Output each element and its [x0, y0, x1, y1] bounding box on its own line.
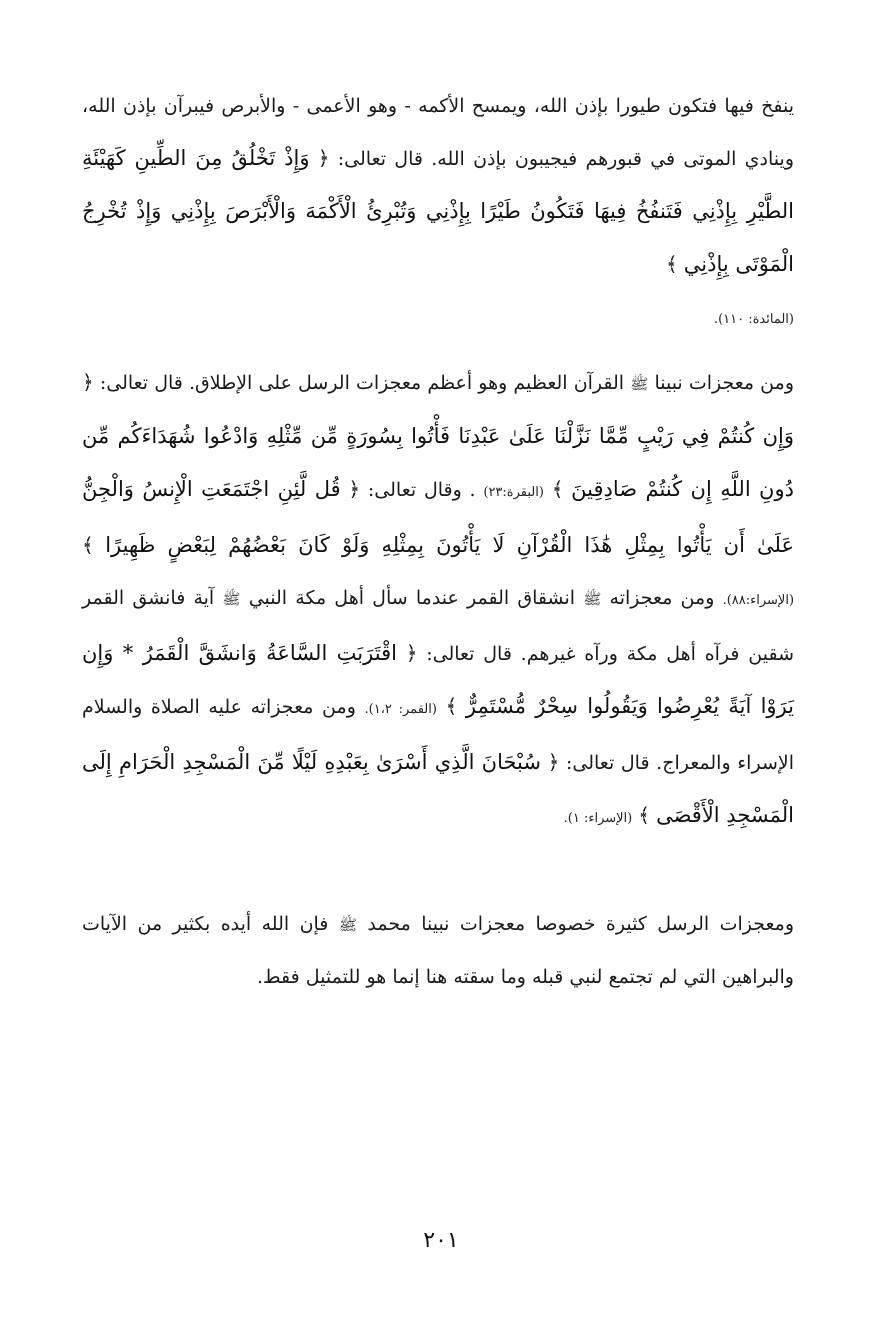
paragraph-text: ومن معجزاته عليه الصلاة والسلام الإسراء والمعراج. قال تعالى:: [82, 696, 794, 774]
paragraph-conclusion: [82, 898, 794, 1003]
verse-citation: (البقرة:٢٣): [483, 485, 544, 500]
paragraph-text: آية فانشق القمر شقين فرآه أهل مكة ورآه غيرهم. قال تعالى:: [82, 587, 794, 665]
quran-verse-maidah: وَإِذْ تَخْلُقُ مِنَ الطِّينِ كَهَيْئَةِ الطَّيْرِ بِإِذْنِي فَتَنفُخُ فِيهَا فَتَكُونُ طَيْرًا بِإِذْنِي وَتُبْرِئُ الْأَكْمَهَ وَالْأَبْرَصَ بِإِذْنِي وَإِذْ تُخْرِجُ الْمَوْتَى بِإِذْنِي: [82, 146, 794, 276]
paragraph-text: ومن معجزات نبينا: [654, 372, 794, 394]
pbuh-symbol: ﷺ: [222, 590, 241, 608]
quran-open-bracket: ﴿: [547, 750, 560, 774]
pbuh-symbol: ﷺ: [630, 375, 649, 393]
quran-verse-isra-88: قُل لَّئِنِ اجْتَمَعَتِ الْإِنسُ وَالْجِنُّ عَلَىٰ أَن يَأْتُوا بِمِثْلِ هَٰذَا الْقُرْآنِ لَا يَأْتُونَ بِمِثْلِهِ وَلَوْ كَانَ بَعْضُهُمْ لِبَعْضٍ ظَهِيرًا: [82, 477, 794, 557]
paragraph-text: ومن معجزاته: [609, 587, 715, 609]
verse-citation: (القمر: ١،٢).: [364, 702, 437, 717]
quran-open-bracket: ﴿: [317, 146, 330, 170]
quran-open-bracket: ﴿: [348, 477, 361, 501]
quran-close-bracket: ﴾: [666, 252, 678, 276]
quran-close-bracket: ﴾: [551, 477, 564, 501]
verse-citation: (الإسراء: ١).: [563, 811, 633, 826]
paragraph-prophet-miracles: [82, 356, 794, 845]
paragraph-text: انشقاق القمر عندما سأل أهل مكة النبي: [248, 587, 576, 609]
quran-open-bracket: ﴿: [405, 641, 418, 665]
quran-verse-qamar: اقْتَرَبَتِ السَّاعَةُ وَانشَقَّ الْقَمَرُ * وَإِن يَرَوْا آيَةً يُعْرِضُوا وَيَقُولُوا سِحْرٌ مُّسْتَمِرٌّ: [82, 641, 795, 718]
quran-verse-baqarah: وَإِن كُنتُمْ فِي رَيْبٍ مِّمَّا نَزَّلْنَا عَلَىٰ عَبْدِنَا فَأْتُوا بِسُورَةٍ مِّن مِّثْلِهِ وَادْعُوا شُهَدَاءَكُم مِّن دُونِ اللَّهِ إِن كُنتُمْ صَادِقِينَ: [82, 424, 794, 501]
quran-open-bracket: ﴿: [82, 370, 94, 394]
quran-close-bracket: ﴾: [445, 694, 458, 718]
paragraph-text: القرآن العظيم وهو أعظم معجزات الرسل على الإطلاق. قال تعالى:: [99, 372, 625, 394]
verse-citation: (المائدة: ١١٠).: [713, 312, 794, 327]
paragraph-text: ومعجزات الرسل كثيرة خصوصا معجزات نبينا محمد: [367, 913, 795, 935]
paragraph-text: ينفخ فيها فتكون طيورا بإذن الله، ويمسح الأكمه - وهو الأعمى - والأبرص فيبرآن بإذن الله، وينادي الموتى في قبورهم فيجيبون بإذن الله. قال تعالى:: [82, 95, 794, 170]
pbuh-symbol: ﷺ: [583, 590, 602, 608]
paragraph-text: . وقال تعالى:: [367, 479, 476, 501]
paragraph-text: فإن الله أيده بكثير من الآيات والبراهين التي لم تجتمع لنبي قبله وما سقته هنا إنما هو للتمثيل فقط.: [82, 913, 794, 988]
pbuh-symbol: ﷺ: [338, 916, 357, 934]
quran-close-bracket: ﴾: [638, 803, 651, 827]
quran-close-bracket: ﴾: [82, 533, 94, 557]
verse-citation: (الإسراء:٨٨).: [722, 593, 795, 608]
page-number: ٢٠١: [423, 1228, 459, 1253]
quran-verse-isra-1: سُبْحَانَ الَّذِي أَسْرَىٰ بِعَبْدِهِ لَيْلًا مِّنَ الْمَسْجِدِ الْحَرَامِ إِلَى الْمَسْجِدِ الْأَقْصَى: [82, 750, 794, 827]
paragraph-jesus-miracles: [82, 80, 794, 346]
